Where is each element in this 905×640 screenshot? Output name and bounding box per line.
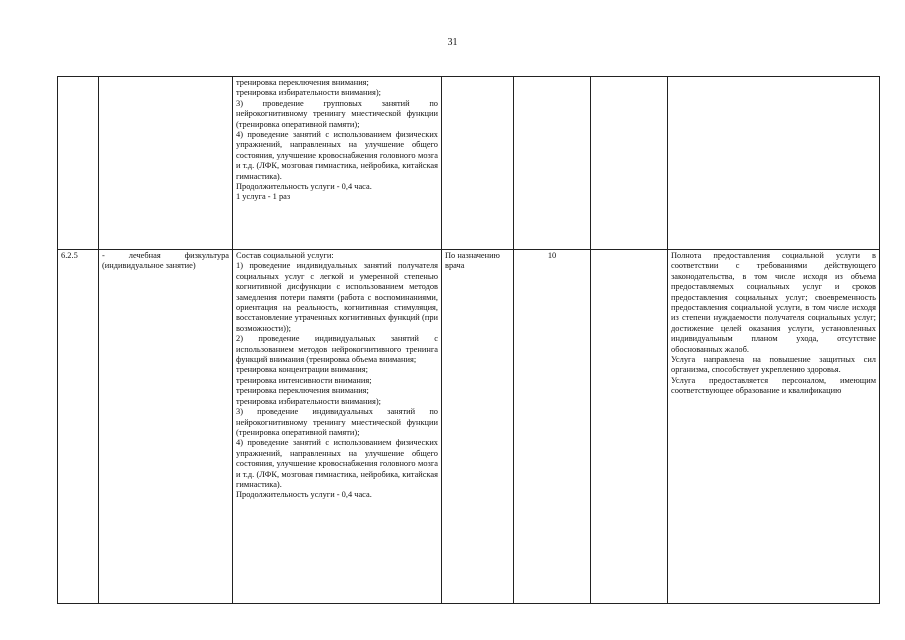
cell-value: 10 [514,250,591,604]
cell-criteria [668,250,880,604]
cell-description [233,77,442,250]
cell-service-name [99,250,233,604]
table-row [58,77,880,250]
description-line: тренировка концентрации внимания; [236,365,368,375]
description-line: 3) проведение групповых занятий по нейрокогнитивному тренингу мнестической функции (тренировка оперативной памяти); [236,98,438,129]
cell-value [514,77,591,250]
description-line: 1 услуга - 1 раз [236,192,291,202]
description-line: Продолжительность услуги - 0,4 часа. [236,182,372,192]
criteria-paragraph: Услуга предоставляется персоналом, имеющим соответствующее образование и квалификацию [671,375,876,396]
cell-condition [442,77,514,250]
cell-number [58,77,99,250]
cell-criteria [668,77,880,250]
description-line: тренировка интенсивности внимания; [236,375,372,385]
description-line: 3) проведение индивидуальных занятий по нейрокогнитивному тренингу мнестической функции (тренировка оперативной памяти); [236,407,438,437]
services-table [57,76,880,604]
service-name-text: - лечебная физкультура (индивидуальное занятие) [102,251,229,271]
cell-number: 6.2.5 [58,250,99,604]
description-line: тренировка избирательности внимания); [236,88,381,98]
criteria-paragraph: Услуга направлена на повышение защитных сил организма, способствует укреплению здоровья. [671,355,876,375]
description-line: Состав социальной услуги: [236,251,334,260]
description-line: тренировка переключения внимания; [236,386,369,396]
description-line: тренировка переключения внимания; [236,78,369,87]
description-line: 4) проведение занятий с использованием физических упражнений, направленных на улучшение общего состояния, улучшение кровоснабжения головного мозга и т.д. (ЛФК, мозговая гимнастика, нейробика, китайская гимнастика). [236,130,438,181]
description-line: тренировка избирательности внимания); [236,396,381,406]
criteria-paragraph: Полнота предоставления социальной услуги в соответствии с требованиями действующего законодательства, в том числе исходя из объема предоставляемых социальных услуг и сроков предоставления социальных услуг; своевременность предоставления социальной услуги, в том числе исходя из степени нуждаемости получателя социальных услуг; достижение целей оказания услуги, установленных индивидуальным планом ухода, отсутствие обоснованных жалоб. [671,251,876,354]
cell-condition: По назначению врача [442,250,514,604]
cell-service-name [99,77,233,250]
table-row [58,250,880,604]
description-line: 2) проведение индивидуальных занятий с использованием методов нейрокогнитивного тренинга функций внимания (тренировка объема внимания; [236,334,438,365]
page-number: 31 [447,37,458,48]
cell-empty [591,77,668,250]
cell-empty [591,250,668,604]
description-line: Продолжительность услуги - 0,4 часа. [236,490,372,500]
description-line: 1) проведение индивидуальных занятий получателя социальных услуг с легкой и умеренной степенью когнитивной дисфункции с использованием методов замедления потери памяти (работа с воспоминаниями, ориентация на реальность, когнитивная стимуляция, восстановление утраченных когнитивных функций (при возможности)); [236,261,438,333]
cell-description [233,250,442,604]
description-line: 4) проведение занятий с использованием физических упражнений, направленных на улучшение общего состояния, улучшение кровоснабжения головного мозга и т.д. (ЛФК, мозговая гимнастика, нейробика, китайская гимнастика). [236,438,438,489]
